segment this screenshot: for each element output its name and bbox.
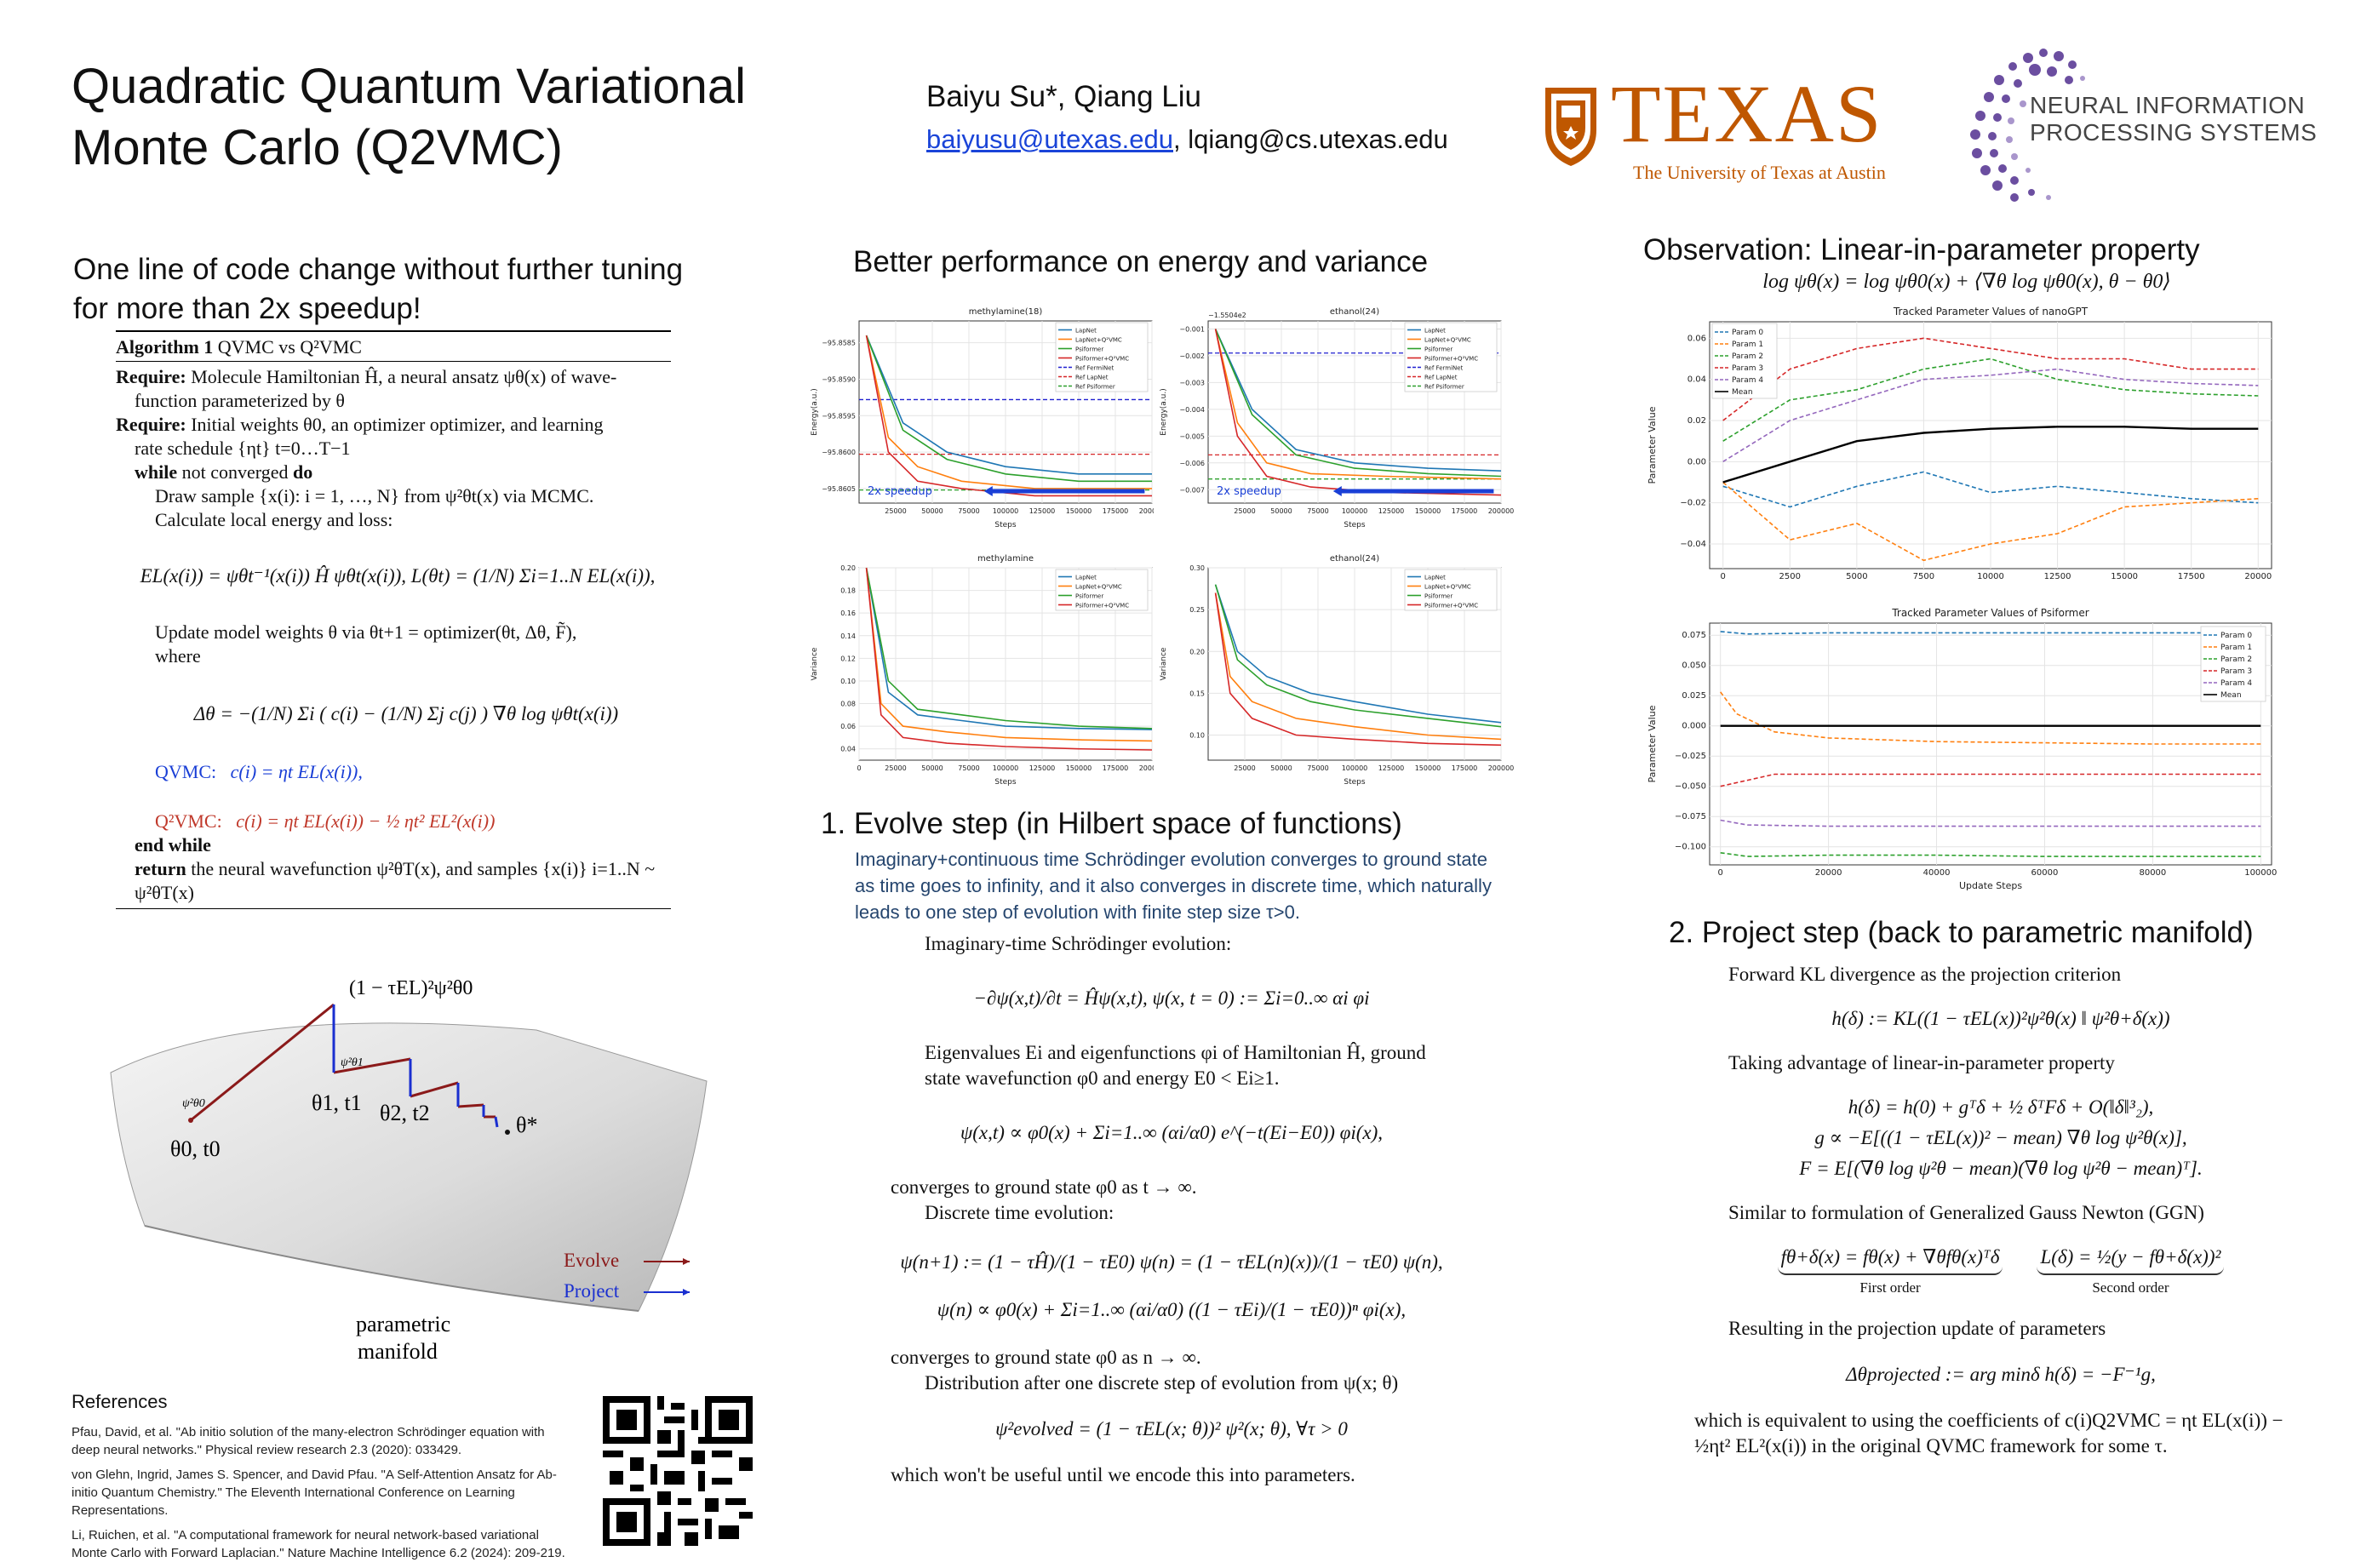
x-tick-label: 150000 <box>1414 507 1441 515</box>
y-tick-label: 0.15 <box>1189 690 1205 698</box>
observation-eq: log ψθ(x) = log ψθ0(x) + ⟨∇θ log ψθ0(x), θ − θ0⟩ <box>1762 271 2171 293</box>
y-axis-label: Parameter Value <box>1647 705 1658 783</box>
legend-entry: Ref LapNet <box>1075 374 1109 381</box>
speedup-label: 2x speedup <box>1217 485 1281 498</box>
x-tick-label: 25000 <box>1234 764 1256 772</box>
chart-title: methylamine(18) <box>968 307 1043 317</box>
neurips-line2: PROCESSING SYSTEMS <box>2030 119 2318 146</box>
y-tick-label: −0.005 <box>1179 432 1205 441</box>
alg-bottom-rule <box>116 908 671 909</box>
x-tick-label: 75000 <box>958 507 980 515</box>
y-tick-label: −0.050 <box>1674 781 1706 792</box>
converge-text-2: converges to ground state φ0 as n → ∞. <box>891 1347 1201 1368</box>
eq-expansion: ψ(x,t) ∝ φ0(x) + Σi=1..∞ (αi/α0) e^(−t(Ei−E0)) φi(x), <box>960 1122 1384 1143</box>
x-tick-label: 25000 <box>1234 507 1256 515</box>
legend-entry: Psiformer+Q²VMC <box>1075 602 1130 609</box>
y-tick-label: 0.10 <box>840 677 856 685</box>
alg-draw: Draw sample {x(i): i = 1, …, N} from ψ²θt(x) via MCMC. <box>155 485 594 506</box>
section2-body <box>1694 962 2307 1459</box>
x-tick-label: 75000 <box>1307 507 1329 515</box>
x-tick-label: 125000 <box>1378 764 1405 772</box>
y-tick-label: 0.12 <box>840 655 856 663</box>
chart-legend <box>1056 569 1148 610</box>
neurips-line1: NEURAL INFORMATION <box>2030 92 2306 118</box>
legend-entry: LapNet+Q²VMC <box>1424 336 1471 344</box>
ggn-text: Similar to formulation of Generalized Gauss Newton (GGN) <box>1728 1202 2204 1223</box>
eq-projected: Δθprojected := arg minδ h(δ) = −F⁻¹g, <box>1846 1364 2156 1385</box>
legend-entry: LapNet+Q²VMC <box>1075 336 1122 344</box>
manifold-psi1: ψ²θ1 <box>341 1056 364 1069</box>
y-axis-label: Energy(a.u.) <box>1160 388 1168 436</box>
chart-title: methylamine <box>977 554 1034 564</box>
section1-body <box>891 931 1453 1488</box>
chart-title: Tracked Parameter Values of nanoGPT <box>1893 306 2089 318</box>
x-axis-label: Steps <box>1344 521 1366 529</box>
texas-subtitle: The University of Texas at Austin <box>1633 162 1886 183</box>
y-tick-label: −95.8585 <box>822 339 856 347</box>
x-tick-label: 100000 <box>992 507 1019 515</box>
manifold-theta2: θ2, t2 <box>380 1101 430 1125</box>
x-tick-label: 50000 <box>1270 507 1292 515</box>
chart-energy-methylamine <box>805 302 1166 532</box>
alg-q2vmc: Q²VMC: c(i) = ηt EL(x(i)) − ½ ηt² EL²(x(i)) <box>155 810 496 832</box>
x-tick-label: 0 <box>1720 572 1726 581</box>
x-tick-label: 80000 <box>2139 868 2167 878</box>
x-tick-label: 175000 <box>1102 764 1129 772</box>
legend-entry: Ref FermiNet <box>1424 364 1464 372</box>
speedup-label: 2x speedup <box>868 485 932 498</box>
y-tick-label: −95.8600 <box>822 449 856 457</box>
x-tick-label: 200000 <box>1487 507 1515 515</box>
manifold-theta1: θ1, t1 <box>312 1090 362 1115</box>
x-tick-label: 60000 <box>2031 868 2059 878</box>
x-axis-label: Update Steps <box>1958 880 2023 891</box>
x-tick-label: 175000 <box>1102 507 1129 515</box>
x-tick-label: 17500 <box>2177 572 2205 581</box>
eq-evolved: ψ²evolved = (1 − τEL(x; θ))² ψ²(x; θ), ∀τ > 0 <box>995 1418 1348 1439</box>
legend-entry: LapNet <box>1075 327 1097 335</box>
y-tick-label: 0.25 <box>1189 606 1205 615</box>
legend-entry: Ref FermiNet <box>1075 364 1114 372</box>
x-tick-label: 150000 <box>1065 764 1092 772</box>
y-tick-label: −0.003 <box>1179 379 1205 387</box>
x-tick-label: 125000 <box>1029 764 1056 772</box>
legend-entry: Psiformer <box>1075 346 1104 353</box>
eq-h: h(δ) = h(0) + gᵀδ + ½ δᵀFδ + O(‖δ‖³₂), <box>1848 1096 2154 1118</box>
chart-title: Tracked Parameter Values of Psiformer <box>1892 607 2089 619</box>
chart-legend <box>1712 323 1777 398</box>
eq-F: F = E[(∇θ log ψ²θ − mean)(∇θ log ψ²θ − mean)ᵀ]. <box>1799 1158 2203 1179</box>
y-tick-label: 0.10 <box>1189 731 1205 740</box>
alg-where: where <box>155 645 201 667</box>
x-tick-label: 175000 <box>1451 764 1478 772</box>
chart-params-nanogpt <box>1643 303 2282 598</box>
y-tick-label: 0.000 <box>1682 721 1706 731</box>
legend-entry: Mean <box>1732 388 1753 397</box>
legend-entry: LapNet <box>1424 574 1446 581</box>
ggn-second: L(δ) = ½(y − fθ+δ(x))² Second order <box>2037 1245 2224 1301</box>
alg-require2: Require: Initial weights θ0, an optimizer optimizer, and learning <box>116 414 604 435</box>
manifold-theta-star: θ* <box>516 1113 538 1137</box>
manifold-caption1: parametric <box>356 1312 451 1336</box>
legend-entry: Psiformer+Q²VMC <box>1075 355 1130 363</box>
x-tick-label: 0 <box>1717 868 1723 878</box>
y-tick-label: 0.08 <box>840 700 856 708</box>
manifold-top-label: (1 − τEL)²ψ²θ0 <box>349 977 473 999</box>
plot-frame <box>1710 623 2272 865</box>
x-tick-label: 50000 <box>921 764 943 772</box>
y-tick-label: 0.025 <box>1682 691 1706 701</box>
x-tick-label: 10000 <box>1977 572 2004 581</box>
distribution-text: Distribution after one discrete step of evolution from ψ(x; θ) <box>925 1372 1399 1393</box>
legend-entry: Ref LapNet <box>1424 374 1458 381</box>
eigen-text: Eigenvalues Ei and eigenfunctions φi of Hamiltonian Ĥ, ground state wavefunction φ0 and energy E0 < Ei≥1. <box>925 1042 1426 1089</box>
y-tick-label: −0.001 <box>1179 325 1205 334</box>
legend-entry: Psiformer <box>1424 592 1453 600</box>
y-tick-label: 0.04 <box>1687 375 1706 385</box>
y-tick-label: 0.16 <box>840 609 856 618</box>
texas-seal-icon <box>1541 83 1601 169</box>
x-tick-label: 75000 <box>1307 764 1329 772</box>
x-tick-label: 100000 <box>1341 507 1368 515</box>
y-tick-label: −0.004 <box>1179 405 1205 414</box>
y-tick-label: −0.007 <box>1179 486 1205 495</box>
legend-entry: Mean <box>2220 691 2242 700</box>
x-tick-label: 25000 <box>885 507 907 515</box>
x-tick-label: 2500 <box>1779 572 1802 581</box>
y-tick-label: 0.04 <box>840 745 856 753</box>
alg-eq-delta: Δθ = −(1/N) Σi ( c(i) − (1/N) Σj c(j) ) ∇θ log ψθt(x(i)) <box>193 703 619 724</box>
x-tick-label: 50000 <box>921 507 943 515</box>
discrete-label: Discrete time evolution: <box>925 1202 1114 1223</box>
legend-evolve: Evolve <box>564 1250 620 1271</box>
middle-headline: Better performance on energy and variance <box>853 245 1429 278</box>
equiv-text-1: which is equivalent to using the coefficients of c(i)Q2VMC = ηt EL(x(i)) − <box>1694 1410 2283 1431</box>
chart-params-psiformer <box>1643 604 2282 894</box>
qr-code-icon[interactable] <box>603 1396 753 1546</box>
alg-caption: Algorithm 1 QVMC vs Q²VMC <box>116 336 362 358</box>
legend-entry: Param 4 <box>2220 679 2253 688</box>
x-tick-label: 100000 <box>992 764 1019 772</box>
y-tick-label: 0.00 <box>1687 457 1706 467</box>
eq-schrodinger: −∂ψ(x,t)/∂t = Ĥψ(x,t), ψ(x, t = 0) := Σi=0..∞ αi φi <box>973 987 1370 1009</box>
chart-legend <box>2201 627 2266 701</box>
alg-qvmc: QVMC: c(i) = ηt EL(x(i)), <box>155 761 363 782</box>
x-tick-label: 75000 <box>958 764 980 772</box>
kl-text: Forward KL divergence as the projection criterion <box>1728 964 2122 985</box>
y-tick-label: 0.30 <box>1189 564 1205 572</box>
y-axis-label: Variance <box>811 647 819 681</box>
alg-require2b: rate schedule {ηt} t=0…T−1 <box>135 438 351 459</box>
legend-entry: LapNet+Q²VMC <box>1424 583 1471 591</box>
legend-entry: Param 1 <box>1732 340 1764 349</box>
texas-wordmark: TEXAS <box>1611 68 1883 159</box>
x-tick-label: 175000 <box>1451 507 1478 515</box>
converge-text-1: converges to ground state φ0 as t → ∞. <box>891 1176 1197 1198</box>
legend-entry: Psiformer <box>1424 346 1453 353</box>
x-tick-label: 5000 <box>1846 572 1868 581</box>
section1-title: 1. Evolve step (in Hilbert space of functions) <box>821 807 1402 840</box>
y-axis-label: Variance <box>1160 647 1168 681</box>
x-tick-label: 125000 <box>1029 507 1056 515</box>
y-tick-label: −95.8605 <box>822 484 856 493</box>
email-link[interactable]: baiyusu@utexas.edu <box>926 124 1173 154</box>
x-tick-label: 150000 <box>1065 507 1092 515</box>
left-headline: One line of code change without further tuning for more than 2x speedup! <box>73 253 684 325</box>
y-tick-label: 0.06 <box>1687 334 1706 344</box>
y-tick-label: 0.075 <box>1682 631 1706 641</box>
legend-entry: Param 2 <box>2220 655 2253 664</box>
eq-discrete-1: ψ(n+1) := (1 − τĤ)/(1 − τE0) ψ(n) = (1 − τEL(n)(x))/(1 − τE0) ψ(n), <box>900 1251 1443 1273</box>
y-axis-label: Parameter Value <box>1647 406 1658 484</box>
chart-title: ethanol(24) <box>1329 307 1380 317</box>
y-tick-label: −0.100 <box>1674 842 1706 852</box>
x-axis-label: Steps <box>1344 778 1366 787</box>
legend-entry: Param 0 <box>1732 329 1764 337</box>
legend-entry: Psiformer+Q²VMC <box>1424 602 1479 609</box>
manifold-diagram <box>94 970 724 1371</box>
resulting-text: Resulting in the projection update of parameters <box>1728 1318 2106 1339</box>
ggn-equations <box>1694 1226 2307 1316</box>
x-tick-label: 200000 <box>1138 507 1166 515</box>
legend-entry: Psiformer <box>1075 592 1104 600</box>
y-tick-label: 0.20 <box>1189 648 1205 656</box>
alg-require1b: function parameterized by θ <box>135 390 345 411</box>
legend-entry: Param 3 <box>1732 364 1764 373</box>
y-tick-label: 0.18 <box>840 587 856 595</box>
x-tick-label: 50000 <box>1270 764 1292 772</box>
observation-title: Observation: Linear-in-parameter property <box>1643 233 2200 266</box>
manifold-theta0: θ0, t0 <box>170 1136 221 1161</box>
alg-return: return the neural wavefunction ψ²θT(x), and samples {x(i)} i=1..N ~ <box>135 858 656 879</box>
first-order-label: First order <box>1859 1279 1921 1296</box>
alg-return-b: ψ²θT(x) <box>135 882 194 903</box>
poster-title: Quadratic Quantum Variational Monte Carlo (Q2VMC) <box>72 59 747 175</box>
alg-while: while not converged do <box>135 461 313 483</box>
y-offset-label: −1.5504e2 <box>1208 312 1246 319</box>
manifold-caption2: manifold <box>358 1339 438 1364</box>
texas-logo <box>1541 68 1907 189</box>
section1-intro: Imaginary+continuous time Schrödinger evolution converges to ground state as time goes to infinity, and it also converges in discrete time, which naturally leads to one step of evolution with finite step size τ>0. <box>855 849 1492 923</box>
references <box>72 1389 599 1562</box>
x-tick-label: 40000 <box>1922 868 1951 878</box>
alg-endwhile: end while <box>135 834 211 856</box>
y-tick-label: −95.8595 <box>822 412 856 421</box>
chart-title: ethanol(24) <box>1329 554 1380 564</box>
reference-item: Li, Ruichen, et al. "A computational framework for neural network-based variational Monte Carlo with Forward Laplacian." Nature Machine Intelligence 6.2 (2024): 209-219. <box>72 1528 565 1560</box>
wont-text: which won't be useful until we encode this into parameters. <box>891 1464 1355 1485</box>
y-tick-label: 0.02 <box>1687 416 1706 426</box>
email-rest: , lqiang@cs.utexas.edu <box>1173 124 1448 154</box>
reference-item: Pfau, David, et al. "Ab initio solution of the many-electron Schrödinger equation with deep neural networks." Physical review research 2.3 (2020): 033429. <box>72 1425 545 1457</box>
y-tick-label: −0.006 <box>1179 459 1205 467</box>
x-tick-label: 100000 <box>1341 764 1368 772</box>
legend-entry: Param 2 <box>1732 352 1764 361</box>
x-tick-label: 150000 <box>1414 764 1441 772</box>
legend-entry: Param 3 <box>2220 667 2253 676</box>
chart-legend <box>1405 323 1497 392</box>
manifold-psi0: ψ²θ0 <box>182 1097 205 1110</box>
chart-variance-ethanol <box>1154 549 1515 789</box>
chart-energy-ethanol <box>1154 302 1515 532</box>
authors: Baiyu Su*, Qiang Liu <box>926 80 1201 113</box>
ggn-first: fθ+δ(x) = fθ(x) + ∇θfθ(x)ᵀδ First order <box>1778 1245 2003 1301</box>
taking-text: Taking advantage of linear-in-parameter property <box>1728 1052 2115 1073</box>
x-tick-label: 7500 <box>1912 572 1935 581</box>
section2-title: 2. Project step (back to parametric manifold) <box>1669 916 2254 949</box>
alg-require1: Require: Molecule Hamiltonian Ĥ, a neural ansatz ψθ(x) of wave- <box>116 366 617 387</box>
x-tick-label: 15000 <box>2111 572 2139 581</box>
legend-entry: Param 4 <box>1732 376 1764 385</box>
x-tick-label: 0 <box>857 764 862 772</box>
y-tick-label: 0.14 <box>840 632 856 640</box>
legend-entry: Ref Psiformer <box>1075 383 1115 391</box>
x-tick-label: 25000 <box>885 764 907 772</box>
alg-eq-local: EL(x(i)) = ψθt⁻¹(x(i)) Ĥ ψθt(x(i)), L(θt) = (1/N) Σi=1..N EL(x(i)), <box>140 565 656 587</box>
x-axis-label: Steps <box>994 521 1017 529</box>
x-tick-label: 20000 <box>1814 868 1842 878</box>
y-tick-label: −95.8590 <box>822 375 856 384</box>
equiv-text-2: ½ηt² EL²(x(i)) in the original QVMC framework for some τ. <box>1694 1435 2168 1456</box>
references-heading: References <box>72 1391 168 1412</box>
y-axis-label: Energy(a.u.) <box>811 388 819 436</box>
x-tick-label: 12500 <box>2043 572 2071 581</box>
x-axis-label: Steps <box>994 778 1017 787</box>
legend-entry: Param 1 <box>2220 644 2253 652</box>
eq-discrete-2: ψ(n) ∝ φ0(x) + Σi=1..∞ (αi/α0) ((1 − τEi)/(1 − τE0))ⁿ φi(x), <box>937 1299 1407 1320</box>
x-tick-label: 200000 <box>1138 764 1166 772</box>
y-tick-label: −0.002 <box>1179 352 1205 360</box>
legend-entry: Ref Psiformer <box>1424 383 1464 391</box>
second-order-label: Second order <box>2092 1279 2169 1296</box>
y-tick-label: −0.04 <box>1680 540 1706 549</box>
y-tick-label: −0.02 <box>1680 498 1706 508</box>
alg-calc: Calculate local energy and loss: <box>155 509 393 530</box>
eq-g: g ∝ −E[((1 − τEL(x))² − mean) ∇θ log ψ²θ(x)], <box>1814 1127 2187 1148</box>
chart-legend <box>1056 323 1148 392</box>
legend-entry: Psiformer+Q²VMC <box>1424 355 1479 363</box>
imag-label: Imaginary-time Schrödinger evolution: <box>925 933 1232 954</box>
x-tick-label: 200000 <box>1487 764 1515 772</box>
algorithm-box <box>116 330 671 909</box>
legend-project: Project <box>564 1280 620 1302</box>
x-tick-label: 125000 <box>1378 507 1405 515</box>
x-tick-label: 20000 <box>2244 572 2272 581</box>
chart-legend <box>1405 569 1497 610</box>
y-tick-label: 0.050 <box>1682 661 1706 671</box>
reference-item: von Glehn, Ingrid, James S. Spencer, and David Pfau. "A Self-Attention Ansatz for Ab-initio Quantum Chemistry." The Eleventh International Conference on Learning Representations. <box>72 1468 557 1518</box>
legend-entry: LapNet <box>1075 574 1097 581</box>
y-tick-label: −0.075 <box>1674 812 1706 822</box>
alg-update: Update model weights θ via θt+1 = optimizer(θt, Δθ, F̃), <box>155 621 577 643</box>
legend-entry: Param 0 <box>2220 632 2253 640</box>
x-tick-label: 100000 <box>2244 868 2278 878</box>
legend-entry: LapNet+Q²VMC <box>1075 583 1122 591</box>
y-tick-label: 0.20 <box>840 564 856 572</box>
neurips-logo <box>1963 44 2321 206</box>
chart-variance-methylamine <box>805 549 1166 789</box>
emails <box>926 124 1448 155</box>
legend-entry: LapNet <box>1424 327 1446 335</box>
eq-kl: h(δ) := KL((1 − τEL(x))²ψ²θ(x) ‖ ψ²θ+δ(x)) <box>1831 1008 2170 1029</box>
y-tick-label: −0.025 <box>1674 752 1706 762</box>
y-tick-label: 0.06 <box>840 723 856 731</box>
